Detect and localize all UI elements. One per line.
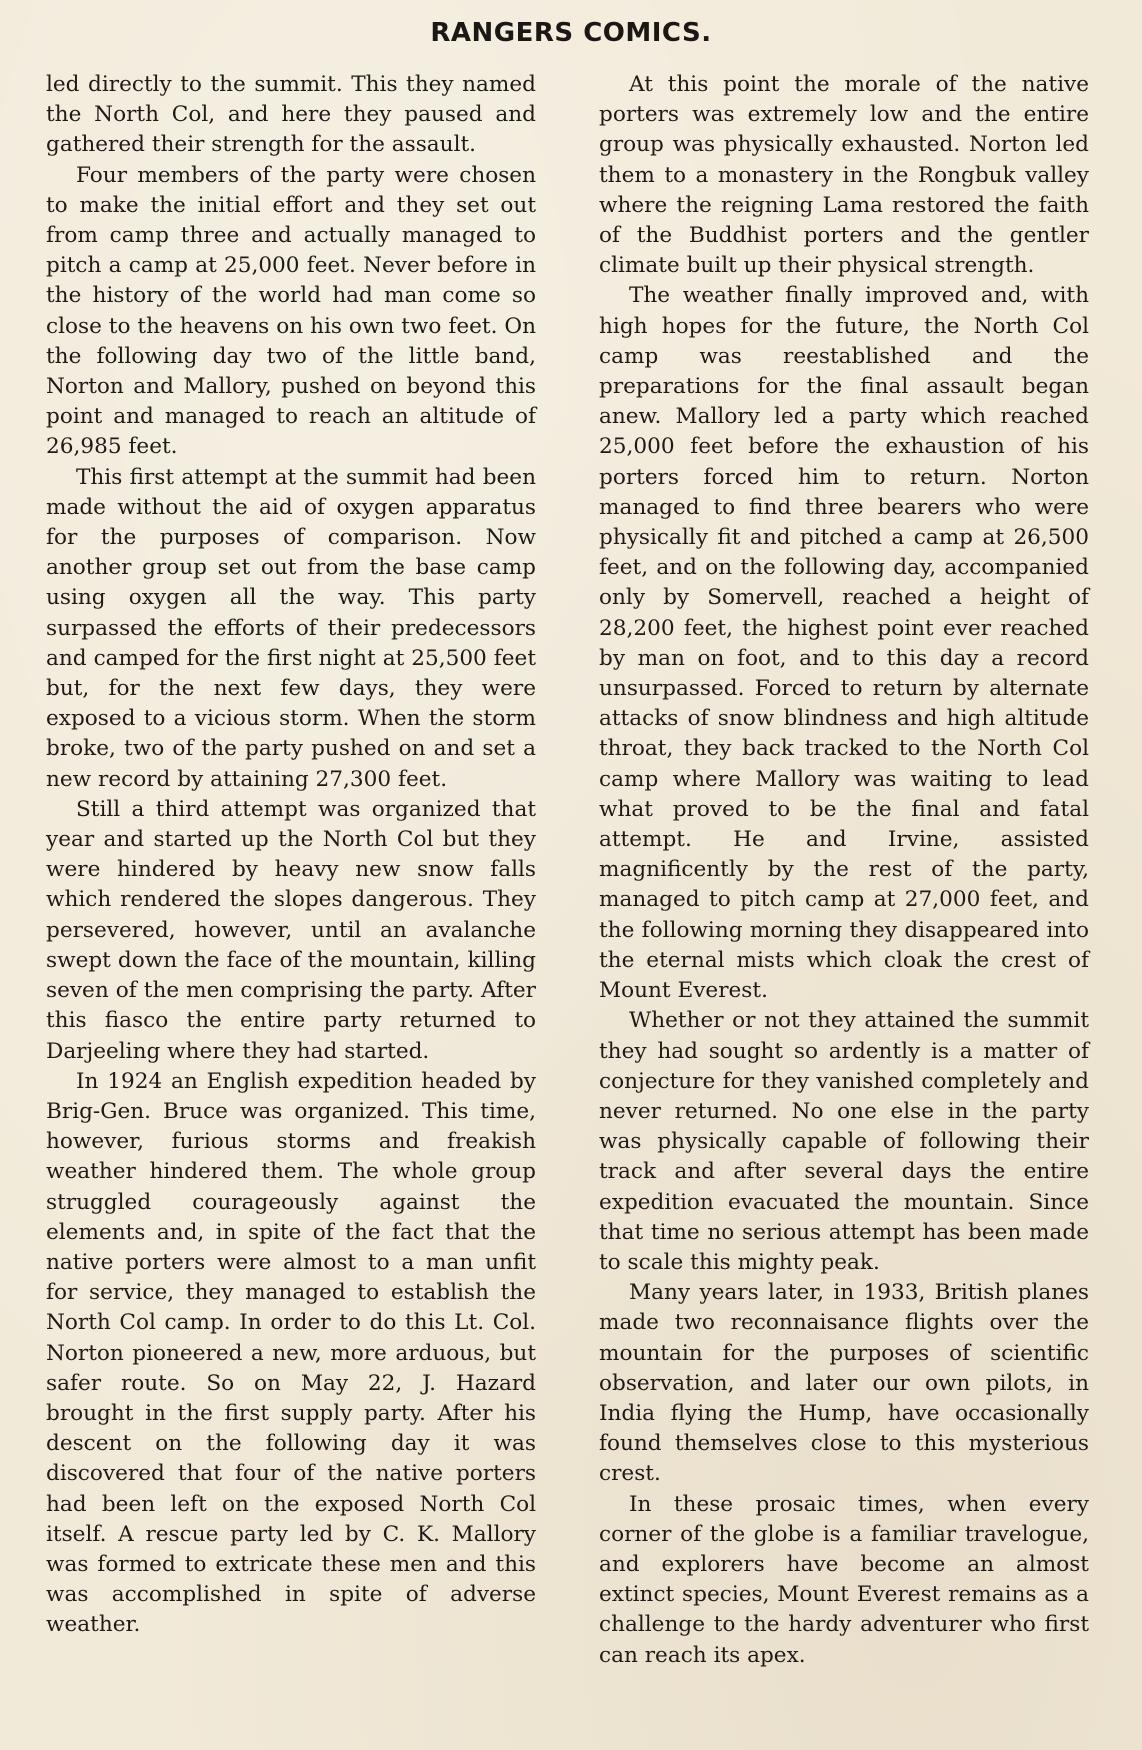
right-text-column — [599, 70, 1089, 1671]
paragraph: Many years later, in 1933, British planes made two reconnaisance flights over the mountain for the purposes of scientific observation, and later our own pilots, in India flying the Hump, have occasionally found themselves close to this mysterious crest. — [599, 1280, 1089, 1487]
paragraph: Still a third attempt was organized that year and started up the North Col but they were hindered by heavy new snow falls which rendered the slopes dangerous. They persevered, however, until an avalanche swept down the face of the mountain, killing seven of the men comprising the party. After this fiasco the entire party returned to Darjeeling where they had started. — [46, 796, 536, 1064]
left-text-column — [46, 70, 536, 1641]
paragraph: This first attempt at the summit had been made without the aid of oxygen apparatus for the purposes of comparison. Now another group set out from the base camp using oxygen all the way. This party surpassed the efforts of their predecessors and camped for the first night at 25,500 feet but, for the next few days, they were exposed to a vicious storm. When the storm broke, two of the party pushed on and set a new record by attaining 27,300 feet. — [46, 464, 536, 792]
paragraph: In 1924 an English expedition headed by Brig-Gen. Bruce was organized. This time, however, furious storms and freakish weather hindered them. The whole group struggled courageously against the elements and, in spite of the fact that the native porters were almost to a man unfit for service, they managed to establish the North Col camp. In order to do this Lt. Col. Norton pioneered a new, more arduous, but safer route. So on May 22, J. Hazard brought in the first supply party. After his descent on the following day it was discovered that four of the native porters had been left on the exposed North Col itself. A rescue party led by C. K. Mallory was formed to extricate these men and this was accomplished in spite of adverse weather. — [46, 1068, 536, 1638]
paragraph: In these prosaic times, when every corner of the globe is a familiar travelogue, and explorers have become an almost extinct species, Mount Everest remains as a challenge to the hardy adventurer who first can reach its apex. — [599, 1491, 1089, 1668]
paragraph: Four members of the party were chosen to make the initial effort and they set out from camp three and actually managed to pitch a camp at 25,000 feet. Never before in the history of the world had man come so close to the heavens on his own two feet. On the following day two of the little band, Norton and Mallory, pushed on beyond this point and managed to reach an altitude of 26,985 feet. — [46, 162, 536, 460]
paragraph: Whether or not they attained the summit they had sought so ardently is a matter of conjecture for they vanished completely and never returned. No one else in the party was physically capable of following their track and after several days the entire expedition evacuated the mountain. Since that time no serious attempt has been made to scale this mighty peak. — [599, 1008, 1089, 1275]
paragraph: led directly to the summit. This they named the North Col, and here they paused and gathered their strength for the assault. — [46, 72, 536, 158]
page-header-title: RANGERS COMICS. — [430, 18, 712, 48]
paragraph: The weather finally improved and, with high hopes for the future, the North Col camp was reestablished and the preparations for the final assault began anew. Mallory led a party which reached 25,000 feet before the exhaustion of his porters forced him to return. Norton managed to find three bearers who were physically fit and pitched a camp at 26,500 feet, and on the following day, accompanied only by Somervell, reached a height of 28,200 feet, the highest point ever reached by man on foot, and to this day a record unsurpassed. Forced to return by alternate attacks of snow blindness and high altitude throat, they back tracked to the North Col camp where Mallory was waiting to lead what proved to be the final and fatal attempt. He and Irvine, assisted magnificently by the rest of the party, managed to pitch camp at 27,000 feet, and the following morning they disappeared into the eternal mists which cloak the crest of Mount Everest. — [599, 283, 1089, 1004]
paragraph: At this point the morale of the native porters was extremely low and the entire group was physically exhausted. Norton led them to a monastery in the Rongbuk valley where the reigning Lama restored the faith of the Buddhist porters and the gentler climate built up their physical strength. — [599, 72, 1089, 279]
